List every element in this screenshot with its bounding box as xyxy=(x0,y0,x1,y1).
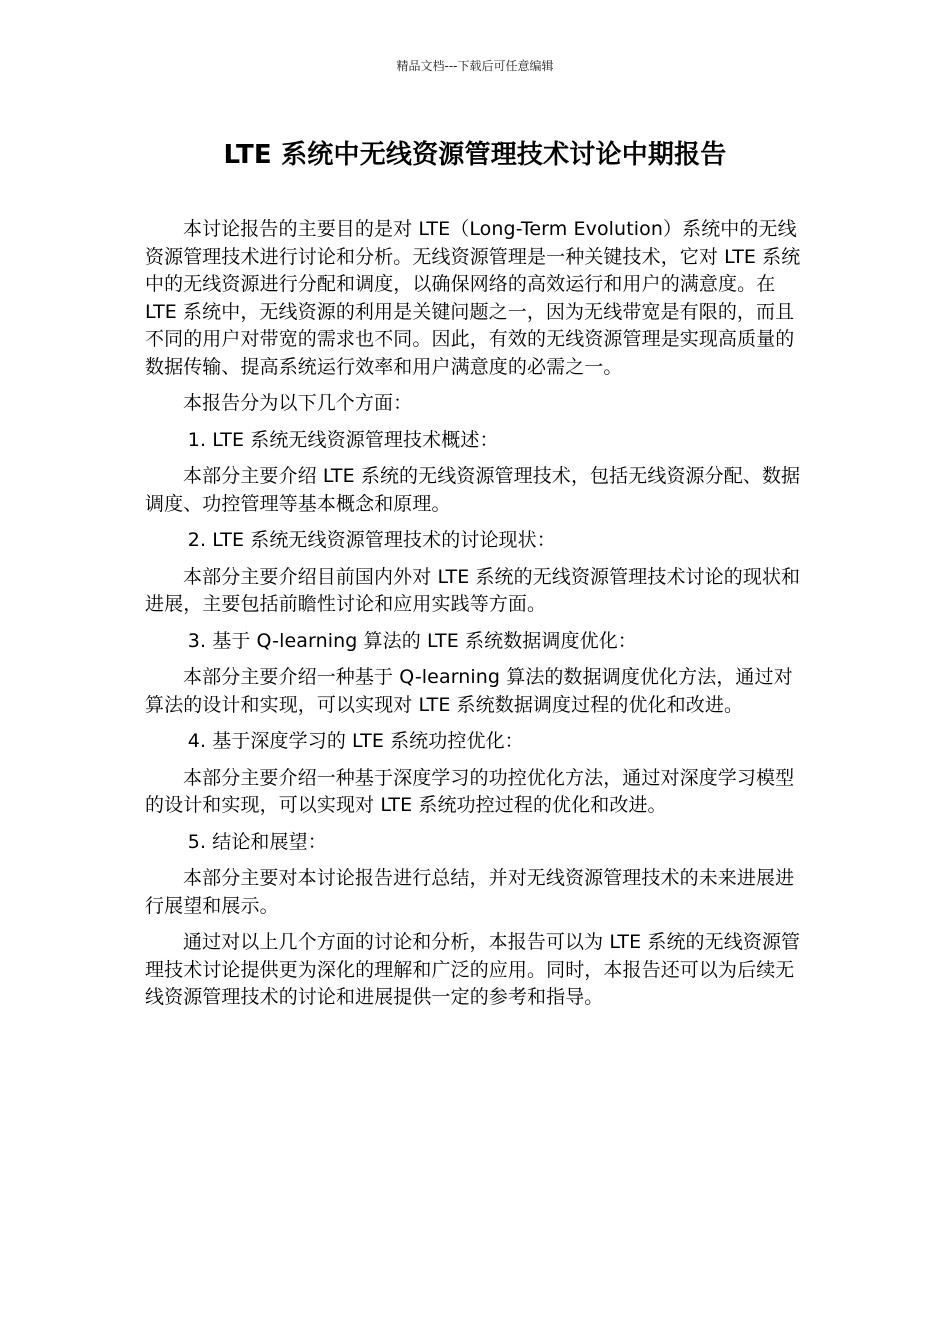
section-heading-2: 2. LTE 系统无线资源管理技术的讨论现状： xyxy=(187,529,556,551)
section-heading-5: 5. 结论和展望： xyxy=(187,830,327,853)
document-body xyxy=(145,216,807,1021)
section-heading-3: 3. 基于 Q-learning 算法的 LTE 系统数据调度优化： xyxy=(187,629,637,652)
section-paragraph-1: 本部分主要介绍 LTE 系统的无线资源管理技术，包括无线资源分配、数据调度、功控管理等基本概念和原理。 xyxy=(145,465,801,515)
overview-lead-paragraph: 本报告分为以下几个方面： xyxy=(183,392,413,414)
page-header: 精品文档---下载后可任意编辑 xyxy=(396,59,554,73)
section-heading-1: 1. LTE 系统无线资源管理技术概述： xyxy=(187,428,499,451)
section-paragraph-5: 本部分主要对本讨论报告进行总结，并对无线资源管理技术的未来进展进行展望和展示。 xyxy=(145,867,795,917)
section-paragraph-3: 本部分主要介绍一种基于 Q-learning 算法的数据调度优化方法，通过对算法的设计和实现，可以实现对 LTE 系统数据调度过程的优化和改进。 xyxy=(145,666,793,716)
closing-paragraph: 通过对以上几个方面的讨论和分析，本报告可以为 LTE 系统的无线资源管理技术讨论提供更为深化的理解和广泛的应用。同时，本报告还可以为后续无线资源管理技术的讨论和进展提供一定的参考和指导。 xyxy=(145,931,801,1008)
section-heading-4: 4. 基于深度学习的 LTE 系统功控优化： xyxy=(187,730,524,752)
intro-paragraph: 本讨论报告的主要目的是对 LTE（Long-Term Evolution）系统中的无线资源管理技术进行讨论和分析。无线资源管理是一种关键技术，它对 LTE 系统中的无线资源进行分配和调度，以确保网络的高效运行和用户的满意度。在 LTE 系统中，无线资源的利用是关键问题之一，因为无线带宽是有限的，而且不同的用户对带宽的需求也不同。因此，有效的无线资源管理是实现高质量的数据传输、提高系统运行效率和用户满意度的必需之一。 xyxy=(145,218,801,378)
document-title: LTE 系统中无线资源管理技术讨论中期报告 xyxy=(223,140,727,170)
section-paragraph-2: 本部分主要介绍目前国内外对 LTE 系统的无线资源管理技术讨论的现状和进展，主要包括前瞻性讨论和应用实践等方面。 xyxy=(145,565,801,615)
section-paragraph-4: 本部分主要介绍一种基于深度学习的功控优化方法，通过对深度学习模型的设计和实现，可以实现对 LTE 系统功控过程的优化和改进。 xyxy=(145,766,795,816)
